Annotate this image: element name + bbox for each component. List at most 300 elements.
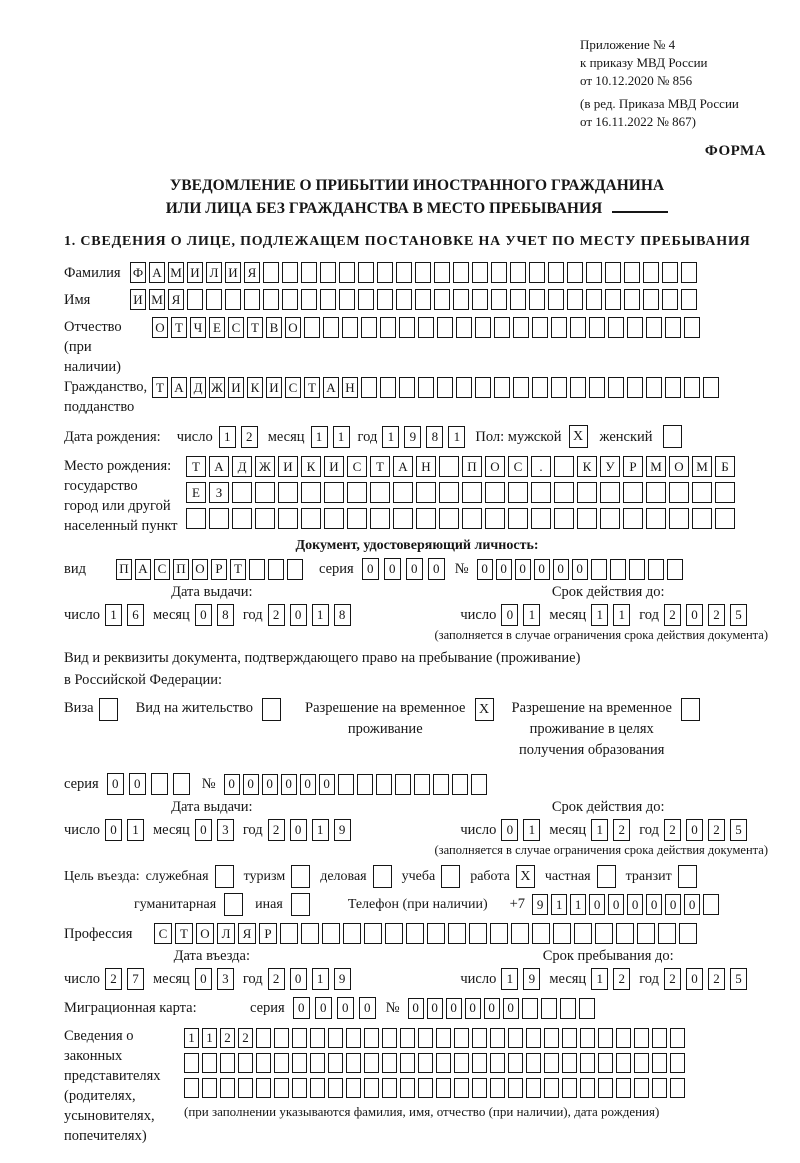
form-cell[interactable] (510, 289, 526, 310)
form-cell[interactable] (287, 559, 303, 580)
form-cell[interactable] (646, 508, 666, 529)
form-cell[interactable]: Р (623, 456, 643, 477)
form-cell[interactable]: И (228, 377, 244, 398)
form-cell[interactable] (598, 1028, 613, 1048)
form-cell[interactable]: 0 (262, 774, 278, 795)
form-cell[interactable]: Ч (190, 317, 206, 338)
form-cell[interactable]: И (324, 456, 344, 477)
form-cell[interactable]: 0 (534, 559, 550, 580)
form-cell[interactable] (669, 508, 689, 529)
form-cell[interactable] (670, 1028, 685, 1048)
form-cell[interactable] (605, 289, 621, 310)
form-cell[interactable] (570, 377, 586, 398)
form-cell[interactable] (202, 1053, 217, 1073)
form-cell[interactable] (529, 262, 545, 283)
form-cell[interactable] (471, 774, 487, 795)
form-cell[interactable] (567, 289, 583, 310)
purpose-official-checkbox[interactable] (215, 865, 234, 888)
form-cell[interactable] (715, 508, 735, 529)
form-cell[interactable]: 9 (334, 968, 351, 990)
form-cell[interactable] (681, 262, 697, 283)
form-cell[interactable] (490, 923, 508, 944)
form-cell[interactable] (418, 317, 434, 338)
form-cell[interactable] (513, 377, 529, 398)
form-cell[interactable]: 1 (333, 426, 350, 448)
form-cell[interactable] (418, 1028, 433, 1048)
form-cell[interactable]: 0 (446, 998, 462, 1019)
form-cell[interactable]: М (149, 289, 165, 310)
form-cell[interactable] (310, 1028, 325, 1048)
form-cell[interactable]: И (266, 377, 282, 398)
form-cell[interactable] (531, 508, 551, 529)
form-cell[interactable] (667, 559, 683, 580)
form-cell[interactable] (370, 482, 390, 503)
form-cell[interactable] (453, 289, 469, 310)
form-cell[interactable] (544, 1053, 559, 1073)
form-cell[interactable]: Л (206, 262, 222, 283)
form-cell[interactable]: 8 (426, 426, 443, 448)
purpose-humanitarian-checkbox[interactable] (224, 893, 243, 916)
form-cell[interactable]: 3 (217, 819, 234, 841)
form-cell[interactable] (715, 482, 735, 503)
form-cell[interactable] (560, 998, 576, 1019)
form-cell[interactable]: Е (186, 482, 206, 503)
form-cell[interactable]: 0 (281, 774, 297, 795)
form-cell[interactable]: Д (232, 456, 252, 477)
form-cell[interactable] (202, 1078, 217, 1098)
form-cell[interactable] (548, 262, 564, 283)
form-cell[interactable]: 2 (664, 819, 681, 841)
form-cell[interactable]: 1 (448, 426, 465, 448)
form-cell[interactable] (436, 1078, 451, 1098)
form-cell[interactable] (554, 482, 574, 503)
form-cell[interactable] (591, 559, 607, 580)
form-cell[interactable] (415, 289, 431, 310)
form-cell[interactable] (278, 482, 298, 503)
form-cell[interactable]: А (323, 377, 339, 398)
form-cell[interactable]: 0 (496, 559, 512, 580)
form-cell[interactable] (627, 377, 643, 398)
form-cell[interactable]: 5 (730, 604, 747, 626)
form-cell[interactable] (456, 377, 472, 398)
form-cell[interactable]: М (692, 456, 712, 477)
form-cell[interactable] (494, 317, 510, 338)
form-cell[interactable]: Л (217, 923, 235, 944)
form-cell[interactable]: О (285, 317, 301, 338)
form-cell[interactable] (508, 1078, 523, 1098)
form-cell[interactable] (436, 1053, 451, 1073)
form-cell[interactable]: 0 (665, 894, 681, 915)
form-cell[interactable] (462, 482, 482, 503)
form-cell[interactable] (436, 1028, 451, 1048)
form-cell[interactable] (616, 1078, 631, 1098)
form-cell[interactable] (541, 998, 557, 1019)
form-cell[interactable] (346, 1028, 361, 1048)
form-cell[interactable]: 0 (105, 819, 122, 841)
form-cell[interactable]: К (247, 377, 263, 398)
form-cell[interactable] (669, 482, 689, 503)
form-cell[interactable] (301, 508, 321, 529)
form-cell[interactable] (490, 1053, 505, 1073)
form-cell[interactable]: Т (304, 377, 320, 398)
form-cell[interactable]: У (600, 456, 620, 477)
form-cell[interactable]: Р (211, 559, 227, 580)
form-cell[interactable] (472, 262, 488, 283)
form-cell[interactable] (400, 1078, 415, 1098)
form-cell[interactable]: 8 (217, 604, 234, 626)
form-cell[interactable] (439, 482, 459, 503)
form-cell[interactable]: Т (230, 559, 246, 580)
form-cell[interactable]: 2 (241, 426, 258, 448)
form-cell[interactable]: О (196, 923, 214, 944)
form-cell[interactable] (225, 289, 241, 310)
form-cell[interactable] (427, 923, 445, 944)
form-cell[interactable] (256, 1053, 271, 1073)
form-cell[interactable]: М (646, 456, 666, 477)
form-cell[interactable]: 1 (591, 968, 608, 990)
purpose-private-checkbox[interactable] (597, 865, 616, 888)
purpose-tourism-checkbox[interactable] (291, 865, 310, 888)
form-cell[interactable]: Т (186, 456, 206, 477)
form-cell[interactable] (586, 289, 602, 310)
form-cell[interactable] (589, 377, 605, 398)
form-cell[interactable]: Ф (130, 262, 146, 283)
form-cell[interactable] (338, 774, 354, 795)
form-cell[interactable] (456, 317, 472, 338)
form-cell[interactable]: М (168, 262, 184, 283)
form-cell[interactable]: 0 (224, 774, 240, 795)
form-cell[interactable] (643, 289, 659, 310)
form-cell[interactable] (658, 923, 676, 944)
form-cell[interactable]: С (228, 317, 244, 338)
form-cell[interactable] (646, 482, 666, 503)
form-cell[interactable] (508, 1028, 523, 1048)
form-cell[interactable]: 2 (268, 604, 285, 626)
form-cell[interactable] (692, 508, 712, 529)
form-cell[interactable] (249, 559, 265, 580)
form-cell[interactable]: 0 (300, 774, 316, 795)
form-cell[interactable]: 2 (268, 968, 285, 990)
form-cell[interactable]: 0 (553, 559, 569, 580)
form-cell[interactable]: 1 (312, 604, 329, 626)
form-cell[interactable]: К (301, 456, 321, 477)
form-cell[interactable] (304, 317, 320, 338)
form-cell[interactable] (448, 923, 466, 944)
form-cell[interactable] (439, 456, 459, 477)
form-cell[interactable] (494, 377, 510, 398)
form-cell[interactable]: 1 (312, 819, 329, 841)
form-cell[interactable] (173, 773, 190, 795)
form-cell[interactable]: 0 (686, 819, 703, 841)
form-cell[interactable] (324, 482, 344, 503)
form-cell[interactable] (548, 289, 564, 310)
form-cell[interactable] (255, 508, 275, 529)
sex-male-checkbox[interactable]: X (569, 425, 588, 448)
form-cell[interactable]: 2 (238, 1028, 253, 1048)
form-cell[interactable] (453, 262, 469, 283)
form-cell[interactable] (437, 377, 453, 398)
form-cell[interactable] (598, 1078, 613, 1098)
form-cell[interactable]: 2 (708, 604, 725, 626)
form-cell[interactable]: 0 (608, 894, 624, 915)
form-cell[interactable] (310, 1078, 325, 1098)
form-cell[interactable]: 6 (127, 604, 144, 626)
form-cell[interactable]: О (485, 456, 505, 477)
form-cell[interactable] (301, 923, 319, 944)
form-cell[interactable]: 0 (406, 558, 423, 580)
form-cell[interactable]: 1 (613, 604, 630, 626)
form-cell[interactable] (652, 1028, 667, 1048)
form-cell[interactable] (598, 1053, 613, 1073)
form-cell[interactable]: 2 (708, 819, 725, 841)
form-cell[interactable] (454, 1078, 469, 1098)
sex-female-checkbox[interactable] (663, 425, 682, 448)
form-cell[interactable] (643, 262, 659, 283)
form-cell[interactable] (364, 923, 382, 944)
form-cell[interactable]: 0 (484, 998, 500, 1019)
form-cell[interactable] (544, 1028, 559, 1048)
form-cell[interactable]: 2 (105, 968, 122, 990)
form-cell[interactable] (400, 1028, 415, 1048)
form-cell[interactable]: 0 (243, 774, 259, 795)
form-cell[interactable] (370, 508, 390, 529)
form-cell[interactable]: 8 (334, 604, 351, 626)
form-cell[interactable] (491, 289, 507, 310)
form-cell[interactable] (292, 1053, 307, 1073)
form-cell[interactable] (526, 1078, 541, 1098)
form-cell[interactable] (263, 289, 279, 310)
form-cell[interactable] (282, 262, 298, 283)
form-cell[interactable] (328, 1053, 343, 1073)
form-cell[interactable]: И (225, 262, 241, 283)
form-cell[interactable]: 0 (290, 819, 307, 841)
form-cell[interactable]: 2 (220, 1028, 235, 1048)
form-cell[interactable] (665, 317, 681, 338)
form-cell[interactable] (292, 1078, 307, 1098)
form-cell[interactable]: 0 (428, 558, 445, 580)
form-cell[interactable]: 0 (319, 774, 335, 795)
form-cell[interactable] (485, 482, 505, 503)
purpose-business-checkbox[interactable] (373, 865, 392, 888)
form-cell[interactable] (361, 317, 377, 338)
form-cell[interactable] (485, 508, 505, 529)
form-cell[interactable] (301, 482, 321, 503)
temp-residence-education-checkbox[interactable] (681, 698, 700, 721)
form-cell[interactable]: И (278, 456, 298, 477)
form-cell[interactable] (415, 262, 431, 283)
form-cell[interactable] (433, 774, 449, 795)
form-cell[interactable] (623, 482, 643, 503)
form-cell[interactable] (268, 559, 284, 580)
form-cell[interactable] (282, 289, 298, 310)
form-cell[interactable] (220, 1078, 235, 1098)
form-cell[interactable]: 2 (268, 819, 285, 841)
form-cell[interactable] (434, 289, 450, 310)
form-cell[interactable] (551, 317, 567, 338)
form-cell[interactable] (605, 262, 621, 283)
form-cell[interactable] (347, 482, 367, 503)
form-cell[interactable]: 2 (664, 968, 681, 990)
form-cell[interactable]: 0 (427, 998, 443, 1019)
form-cell[interactable] (454, 1053, 469, 1073)
form-cell[interactable] (554, 508, 574, 529)
form-cell[interactable]: Я (238, 923, 256, 944)
form-cell[interactable]: 0 (107, 773, 124, 795)
form-cell[interactable] (577, 508, 597, 529)
form-cell[interactable] (395, 774, 411, 795)
form-cell[interactable] (665, 377, 681, 398)
form-cell[interactable] (184, 1053, 199, 1073)
form-cell[interactable]: 0 (501, 604, 518, 626)
form-cell[interactable]: 1 (551, 894, 567, 915)
form-cell[interactable] (380, 317, 396, 338)
form-cell[interactable]: 0 (293, 997, 310, 1019)
form-cell[interactable]: 0 (646, 894, 662, 915)
form-cell[interactable] (452, 774, 468, 795)
form-cell[interactable] (418, 1053, 433, 1073)
form-cell[interactable]: 1 (501, 968, 518, 990)
form-cell[interactable] (357, 774, 373, 795)
form-cell[interactable] (608, 377, 624, 398)
form-cell[interactable]: 0 (627, 894, 643, 915)
form-cell[interactable]: 0 (515, 559, 531, 580)
form-cell[interactable] (637, 923, 655, 944)
form-cell[interactable]: О (192, 559, 208, 580)
form-cell[interactable]: 0 (465, 998, 481, 1019)
form-cell[interactable] (532, 923, 550, 944)
form-cell[interactable] (437, 317, 453, 338)
form-cell[interactable] (544, 1078, 559, 1098)
form-cell[interactable]: Б (715, 456, 735, 477)
form-cell[interactable] (648, 559, 664, 580)
form-cell[interactable] (382, 1053, 397, 1073)
form-cell[interactable] (385, 923, 403, 944)
form-cell[interactable] (703, 377, 719, 398)
form-cell[interactable]: С (508, 456, 528, 477)
form-cell[interactable] (490, 1078, 505, 1098)
form-cell[interactable] (491, 262, 507, 283)
form-cell[interactable] (280, 923, 298, 944)
form-cell[interactable] (434, 262, 450, 283)
form-cell[interactable] (220, 1053, 235, 1073)
form-cell[interactable] (256, 1078, 271, 1098)
form-cell[interactable] (342, 317, 358, 338)
form-cell[interactable] (377, 289, 393, 310)
form-cell[interactable] (339, 289, 355, 310)
form-cell[interactable] (232, 508, 252, 529)
form-cell[interactable] (616, 1028, 631, 1048)
form-cell[interactable] (623, 508, 643, 529)
form-cell[interactable]: 0 (359, 997, 376, 1019)
form-cell[interactable] (526, 1028, 541, 1048)
form-cell[interactable] (662, 289, 678, 310)
form-cell[interactable]: 0 (195, 819, 212, 841)
form-cell[interactable] (634, 1078, 649, 1098)
form-cell[interactable]: 0 (686, 604, 703, 626)
form-cell[interactable]: 0 (129, 773, 146, 795)
form-cell[interactable] (692, 482, 712, 503)
form-cell[interactable]: 0 (589, 894, 605, 915)
form-cell[interactable] (580, 1028, 595, 1048)
form-cell[interactable] (554, 456, 574, 477)
form-cell[interactable] (570, 317, 586, 338)
form-cell[interactable]: 1 (570, 894, 586, 915)
form-cell[interactable]: 1 (311, 426, 328, 448)
form-cell[interactable] (508, 1053, 523, 1073)
form-cell[interactable] (662, 262, 678, 283)
form-cell[interactable] (301, 262, 317, 283)
form-cell[interactable]: П (116, 559, 132, 580)
form-cell[interactable]: 0 (384, 558, 401, 580)
form-cell[interactable]: 1 (184, 1028, 199, 1048)
form-cell[interactable] (358, 289, 374, 310)
form-cell[interactable]: 1 (127, 819, 144, 841)
form-cell[interactable] (513, 317, 529, 338)
form-cell[interactable] (399, 377, 415, 398)
form-cell[interactable] (616, 923, 634, 944)
purpose-work-checkbox[interactable]: X (516, 865, 535, 888)
form-cell[interactable] (522, 998, 538, 1019)
form-cell[interactable] (600, 482, 620, 503)
temp-residence-checkbox[interactable]: X (475, 698, 494, 721)
form-cell[interactable] (567, 262, 583, 283)
form-cell[interactable]: 5 (730, 819, 747, 841)
purpose-transit-checkbox[interactable] (678, 865, 697, 888)
form-cell[interactable]: 0 (195, 968, 212, 990)
form-cell[interactable]: Т (171, 317, 187, 338)
form-cell[interactable] (589, 317, 605, 338)
form-cell[interactable] (624, 262, 640, 283)
form-cell[interactable]: И (130, 289, 146, 310)
form-cell[interactable] (490, 1028, 505, 1048)
form-cell[interactable] (206, 289, 222, 310)
form-cell[interactable]: . (531, 456, 551, 477)
form-cell[interactable] (703, 894, 719, 915)
form-cell[interactable] (238, 1078, 253, 1098)
form-cell[interactable] (439, 508, 459, 529)
form-cell[interactable]: С (154, 559, 170, 580)
form-cell[interactable] (346, 1078, 361, 1098)
form-cell[interactable]: В (266, 317, 282, 338)
form-cell[interactable]: С (154, 923, 172, 944)
form-cell[interactable] (684, 377, 700, 398)
form-cell[interactable] (629, 559, 645, 580)
form-cell[interactable] (358, 262, 374, 283)
form-cell[interactable] (328, 1078, 343, 1098)
form-cell[interactable]: 0 (290, 968, 307, 990)
form-cell[interactable] (511, 923, 529, 944)
form-cell[interactable]: 0 (572, 559, 588, 580)
form-cell[interactable]: 0 (290, 604, 307, 626)
form-cell[interactable] (646, 317, 662, 338)
form-cell[interactable] (322, 923, 340, 944)
form-cell[interactable] (532, 377, 548, 398)
form-cell[interactable] (209, 508, 229, 529)
form-cell[interactable]: 0 (408, 998, 424, 1019)
form-cell[interactable]: 1 (591, 604, 608, 626)
form-cell[interactable]: 3 (217, 968, 234, 990)
form-cell[interactable]: Я (168, 289, 184, 310)
form-cell[interactable] (531, 482, 551, 503)
form-cell[interactable] (652, 1078, 667, 1098)
form-cell[interactable]: Р (259, 923, 277, 944)
form-cell[interactable]: А (135, 559, 151, 580)
form-cell[interactable] (255, 482, 275, 503)
form-cell[interactable]: Т (247, 317, 263, 338)
form-cell[interactable] (364, 1078, 379, 1098)
form-cell[interactable] (323, 317, 339, 338)
form-cell[interactable] (469, 923, 487, 944)
